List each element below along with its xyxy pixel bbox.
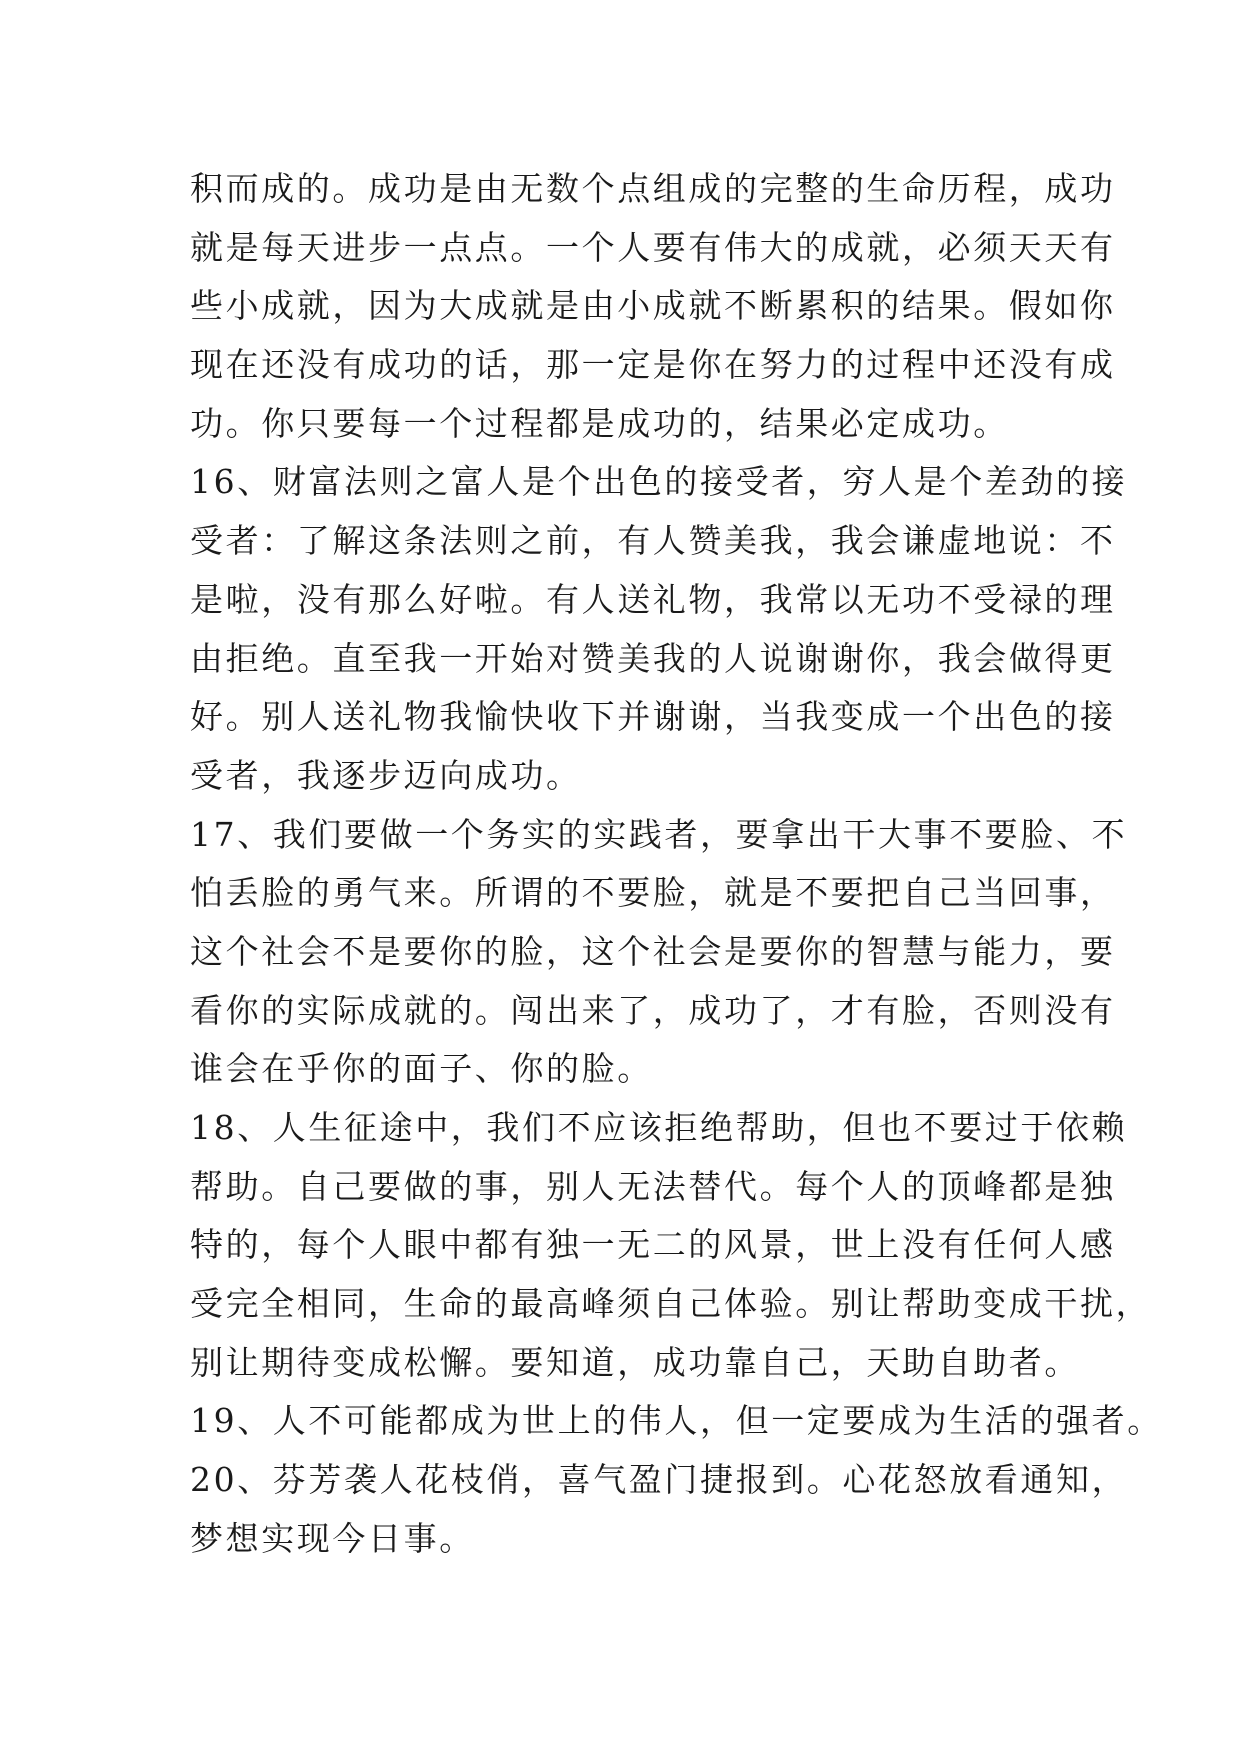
text-line: 20、芬芳袭人花枝俏，喜气盈门捷报到。心花怒放看通知，	[190, 1460, 1128, 1500]
text-line: 现在还没有成功的话，那一定是你在努力的过程中还没有成	[190, 345, 1116, 385]
text-line: 是啦，没有那么好啦。有人送礼物，我常以无功不受禄的理	[190, 579, 1116, 619]
text-line: 特的，每个人眼中都有独一无二的风景，世上没有任何人感	[190, 1225, 1116, 1265]
text-line: 别让期待变成松懈。要知道，成功靠自己，天助自助者。	[190, 1342, 1080, 1382]
text-line: 就是每天进步一点点。一个人要有伟大的成就，必须天天有	[190, 227, 1116, 267]
text-line: 好。别人送礼物我愉快收下并谢谢，当我变成一个出色的接	[190, 697, 1116, 737]
text-line: 积而成的。成功是由无数个点组成的完整的生命历程，成功	[190, 169, 1116, 208]
text-line: 看你的实际成就的。闯出来了，成功了，才有脸，否则没有	[190, 990, 1116, 1030]
text-line: 受者，我逐步迈向成功。	[190, 755, 582, 795]
document-body	[190, 160, 1163, 1569]
text-line: 功。你只要每一个过程都是成功的，结果必定成功。	[190, 403, 1009, 443]
text-line: 梦想实现今日事。	[190, 1518, 475, 1558]
text-line: 谁会在乎你的面子、你的脸。	[190, 1049, 653, 1089]
text-line: 16、财富法则之富人是个出色的接受者，穷人是个差劲的接	[190, 462, 1128, 502]
text-line: 18、人生征途中，我们不应该拒绝帮助，但也不要过于依赖	[190, 1108, 1128, 1147]
text-line: 由拒绝。直至我一开始对赞美我的人说谢谢你，我会做得更	[190, 638, 1116, 678]
text-line: 些小成就，因为大成就是由小成就不断累积的结果。假如你	[190, 286, 1116, 326]
text-line: 帮助。自己要做的事，别人无法替代。每个人的顶峰都是独	[190, 1166, 1116, 1206]
text-line: 19、人不可能都成为世上的伟人，但一定要成为生活的强者。	[190, 1401, 1163, 1441]
text-line: 受者：了解这条法则之前，有人赞美我，我会谦虚地说：不	[190, 521, 1116, 561]
text-line: 受完全相同，生命的最高峰须自己体验。别让帮助变成干扰，	[190, 1284, 1152, 1324]
text-line: 怕丢脸的勇气来。所谓的不要脸，就是不要把自己当回事，	[190, 873, 1116, 913]
text-line: 17、我们要做一个务实的实践者，要拿出干大事不要脸、不	[190, 814, 1128, 854]
text-line: 这个社会不是要你的脸，这个社会是要你的智慧与能力，要	[190, 931, 1116, 971]
